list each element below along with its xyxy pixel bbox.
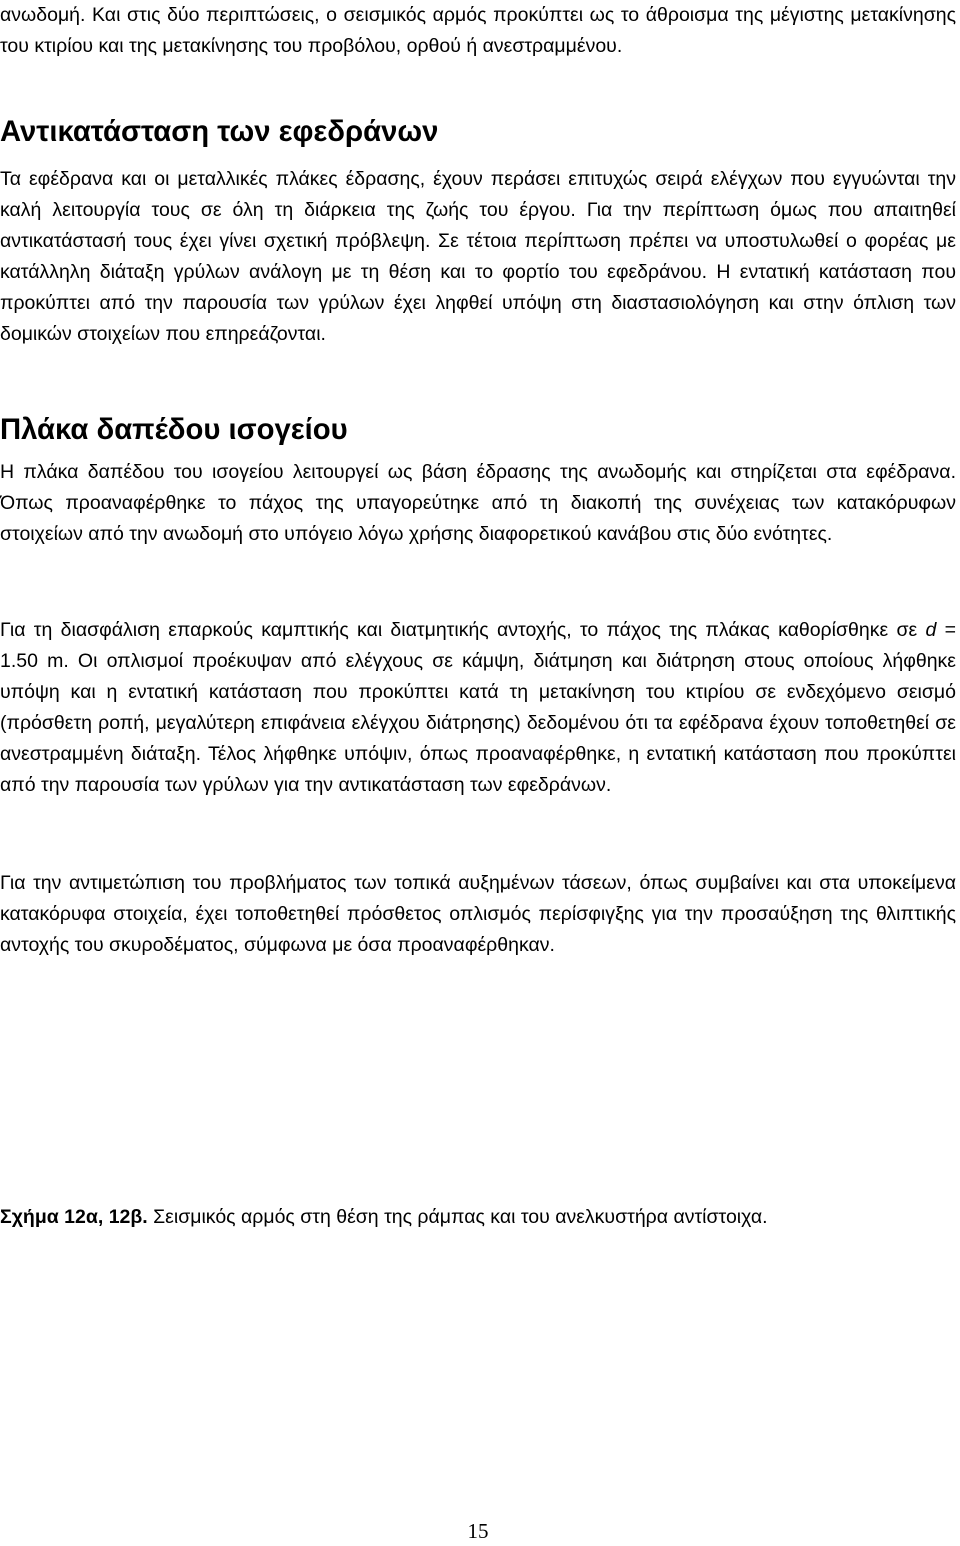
- figure-caption-text: Σεισμικός αρμός στη θέση της ράμπας και του ανελκυστήρα αντίστοιχα.: [147, 1206, 768, 1228]
- thickness-symbol: d: [925, 619, 937, 641]
- slab-paragraph-2-after-symbol: = 1.50 m. Οι οπλισμοί προέκυψαν από ελέγχους σε κάμψη, διάτμηση και διάτρηση στους οποίους λήφθηκε υπόψη και η εντατική κατάσταση που προκύπτει κατά τη μετακίνηση του κτιρίου σε ενδεχόμενο σεισμό (πρόσθετη ροπή, μεγαλύτερη επιφάνεια ελέγχου διάτρησης) δεδομένου ότι τα εφέδρανα έχουν τοποθετηθεί σε ανεστραμμένη διάταξη. Τέλος λήφθηκε υπόψιν, όπως προαναφέρθηκε, η εντατική κατάσταση που προκύπτει από την παρουσία των γρύλων για την αντικατάσταση των εφεδράνων.: [0, 619, 957, 796]
- slab-paragraph-2: [0, 615, 956, 801]
- page-number: 15: [467, 1519, 489, 1543]
- bearings-paragraph: Τα εφέδρανα και οι μεταλλικές πλάκες έδρασης, έχουν περάσει επιτυχώς σειρά ελέγχων που εγγυώνται την καλή λειτουργία τους σε όλη τη διάρκεια της ζωής του έργου. Για την περίπτωση όμως που απαιτηθεί αντικατάστασή τους έχει γίνει σχετική πρόβλεψη. Σε τέτοια περίπτωση πρέπει να υποστυλωθεί ο φορέας με κατάλληλη διάταξη γρύλων ανάλογη με τη θέση και το φορτίο του εφεδράνου. Η εντατική κατάσταση που προκύπτει από την παρουσία των γρύλων έχει ληφθεί υπόψη στη διαστασιολόγηση και στην όπλιση των δομικών στοιχείων που επηρεάζονται.: [0, 168, 956, 345]
- figure-caption: [0, 1202, 768, 1233]
- intro-paragraph: ανωδομή. Και στις δύο περιπτώσεις, ο σεισμικός αρμός προκύπτει ως το άθροισμα της μέγιστης μετακίνησης του κτιρίου και της μετακίνησης του προβόλου, ορθού ή ανεστραμμένου.: [0, 4, 956, 57]
- slab-paragraph-1: Η πλάκα δαπέδου του ισογείου λειτουργεί ως βάση έδρασης της ανωδομής και στηρίζεται στα εφέδρανα. Όπως προαναφέρθηκε το πάχος της υπαγορεύτηκε από τη διακοπή της συνέχειας των κατακόρυφων στοιχείων από την ανωδομή στο υπόγειο λόγω χρήσης διαφορετικού κανάβου στις δύο ενότητες.: [0, 461, 956, 545]
- slab-paragraph-2-before-symbol: Για τη διασφάλιση επαρκούς καμπτικής και διατμητικής αντοχής, το πάχος της πλάκας καθορίσθηκε σε: [0, 619, 926, 641]
- figure-caption-label: Σχήμα 12α, 12β.: [0, 1206, 148, 1228]
- section-heading-bearings: Αντικατάσταση των εφεδράνων: [0, 116, 439, 148]
- section-heading-slab: Πλάκα δαπέδου ισογείου: [0, 414, 348, 446]
- slab-paragraph-3: Για την αντιμετώπιση του προβλήματος των τοπικά αυξημένων τάσεων, όπως συμβαίνει και στα υποκείμενα κατακόρυφα στοιχεία, έχει τοποθετηθεί πρόσθετος οπλισμός περίσφιγξης για την προσαύξηση της θλιπτικής αντοχής του σκυροδέματος, σύμφωνα με όσα προαναφέρθηκαν.: [0, 872, 956, 956]
